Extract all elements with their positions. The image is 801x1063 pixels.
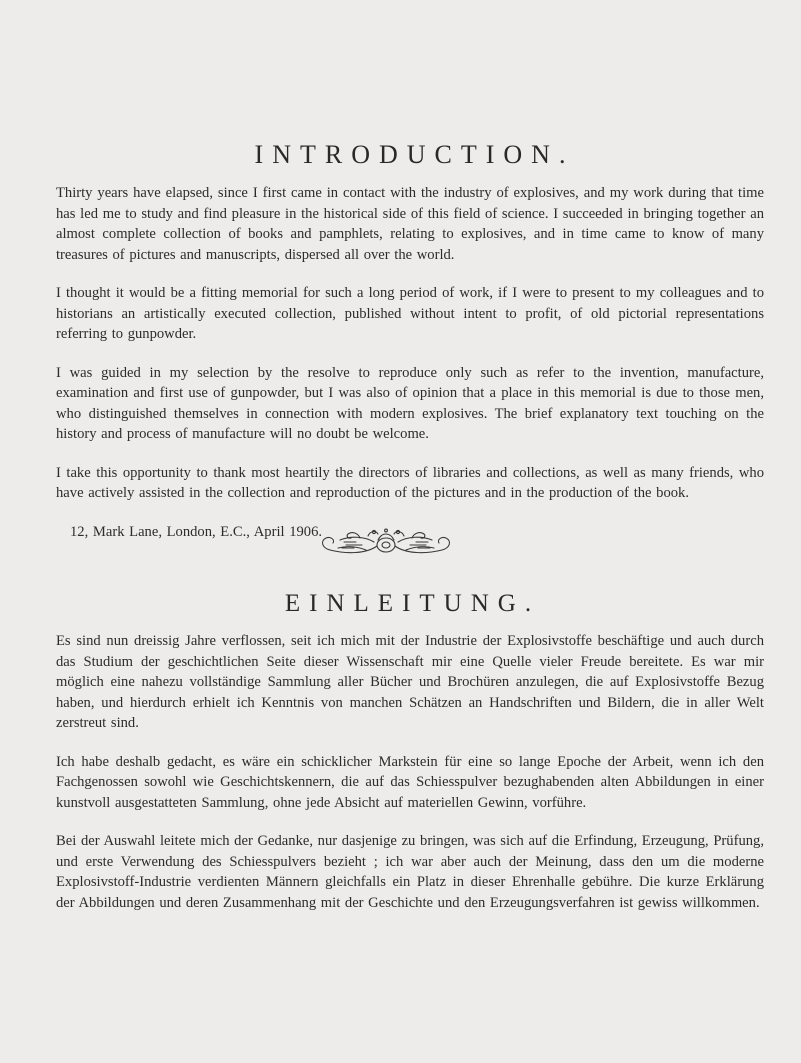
english-introduction-text xyxy=(56,183,764,542)
address-dateline: 12, Mark Lane, London, E.C., April 1906. xyxy=(70,523,323,540)
english-paragraph-2: I thought it would be a fitting memorial for such a long period of work, if I were to present to my colleagues and to historians an artistically executed collection, published without intent to profit, of old pictorial representations referring to gunpowder. xyxy=(56,285,764,342)
german-paragraph-2: Ich habe deshalb gedacht, es wäre ein schicklicher Markstein für eine so lange Epoche der Arbeit, wenn ich den Fachgenossen sowohl wie Geschichtskennern, die auf das Schiesspulver bezughabenden alten Abbildungen in einer kunstvoll ausgestatteten Sammlung, ohne jede Absicht auf materiellen Gewinn, vorführe. xyxy=(56,753,764,811)
english-paragraph-1: Thirty years have elapsed, since I first came in contact with the industry of explosives, and my work during that time has led me to study and find pleasure in the historical side of this field of science. I succeeded in bringing together an almost complete collection of books and pamphlets, relating to explosives, and in time came to know of many treasures of pictures and manuscripts, dispersed all over the world. xyxy=(56,185,764,263)
english-paragraph-4: I take this opportunity to thank most heartily the directors of libraries and collections, as well as many friends, who have actively assisted in the collection and reproduction of the pictures and in the production of the book. xyxy=(56,464,764,501)
introduction-title: INTRODUCTION. xyxy=(254,140,575,169)
german-paragraph-1: Es sind nun dreissig Jahre verflossen, seit ich mich mit der Industrie der Explosivstoffe beschäftige und auch durch das Studium der geschichtlichen Seite dieser Wissenschaft mir eine Quelle vieler Freude bereitete. Es war mir möglich eine nahezu vollständige Sammlung aller Bücher und Brochüren anzulegen, die auf Explosivstoffe Bezug haben, und hierdurch erhielt ich Kenntnis von manchen Schätzen an Handschriften und Bildern, die in aller Welt zerstreut sind. xyxy=(56,633,764,731)
german-paragraph-3: Bei der Auswahl leitete mich der Gedanke, nur dasjenige zu bringen, was sich auf die Erfindung, Erzeugung, Prüfung, und erste Verwendung des Schiesspulvers bezieht ; ich war aber auch der Meinung, dass den um die moderne Explosivstoff-Industrie verdienten Männern gleichfalls ein Platz in dieser Ehrenhalle gebühre. Die kurze Erklärung der Abbildungen und deren Zusammenhang mit der Geschichte und den Erzeugungsverfahren ist gewiss willkommen. xyxy=(56,833,764,911)
einleitung-title: EINLEITUNG. xyxy=(284,590,541,617)
floral-scroll-ornament-icon xyxy=(316,528,456,558)
english-paragraph-3: I was guided in my selection by the resolve to reproduce only such as refer to the invention, manufacture, examination and first use of gunpowder, but I was also of opinion that a place in this memorial is due to those men, who distinguished themselves in connection with modern explosives. The brief explanatory text touching on the history and process of manufacture will no doubt be welcome. xyxy=(56,364,764,442)
german-introduction-text xyxy=(56,631,764,913)
